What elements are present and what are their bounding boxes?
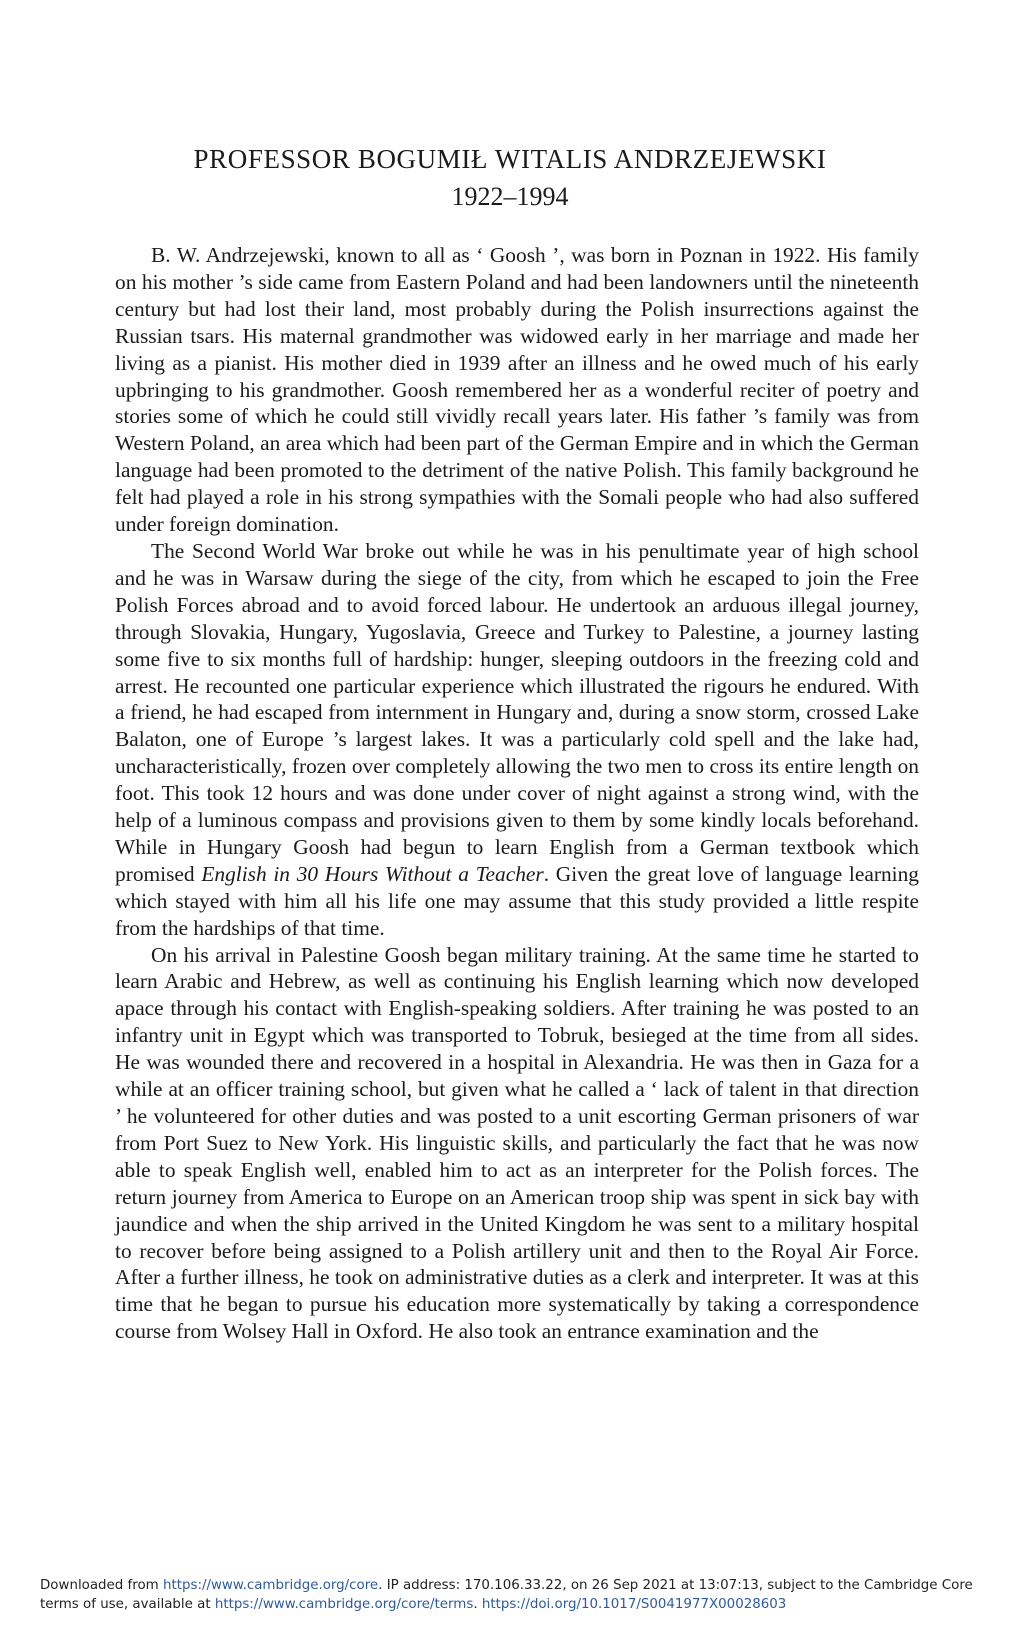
download-footer [40,1576,1000,1614]
paragraph-2 [115,538,919,942]
paragraph-2-text-before: The Second World War broke out while he was in his penultimate year of high school and he was in Warsaw during the siege of the city, from which he escaped to join the Free Polish Forces abroad and to avoid forced labour. He undertook an arduous illegal journey, through Slovakia, Hungary, Yugoslavia, Greece and Turkey to Palestine, a journey lasting some five to six months full of hardship: hunger, sleeping outdoors in the freezing cold and arrest. He recounted one particular experience which illustrated the rigours he endured. With a friend, he had escaped from internment in Hungary and, during a snow storm, crossed Lake Balaton, one of Europe ’s largest lakes. It was a particularly cold spell and the lake had, uncharacteristically, frozen over completely allowing the two men to cross its entire length on foot. This took 12 hours and was done under cover of night against a strong wind, with the help of a luminous compass and provisions given to them by some kindly locals beforehand. While in Hungary Goosh had begun to learn English from a German textbook which promised [115,538,919,886]
footer-prefix: Downloaded from [40,1578,163,1593]
footer-middle: . IP address: 170.106.33.22, on 26 Sep 2021 at 13:07:13, subject to the Cambridge Core terms of use, available at [40,1578,973,1612]
cambridge-core-link[interactable]: https://www.cambridge.org/core [162,1578,379,1593]
paragraph-1: B. W. Andrzejewski, known to all as ‘ Goosh ’, was born in Poznan in 1922. His family on his mother ’s side came from Eastern Poland and had been landowners until the nineteenth century but had lost their land, most probably during the Polish insurrections against the Russian tsars. His maternal grandmother was widowed early in her marriage and made her living as a pianist. His mother died in 1939 after an illness and he owed much of his early upbringing to his grandmother. Goosh remembered her as a wonderful reciter of poetry and stories some of which he could still vividly recall years later. His father ’s family was from Western Poland, an area which had been part of the German Empire and in which the German language had been promoted to the detriment of the native Polish. This family background he felt had played a role in his strong sympathies with the Somali people who had also suffered under foreign domination. [115,243,919,537]
article-title: PROFESSOR BOGUMIŁ WITALIS ANDRZEJEWSKI [193,144,827,174]
terms-link[interactable]: https://www.cambridge.org/core/terms [214,1597,474,1612]
article-body [115,242,919,1345]
title-block [0,140,1020,216]
paragraph-2-text-after: . Given the great love of language learning which stayed with him all his life one may assume that this study provided a little respite from the hardships of that time. [115,861,919,940]
life-dates: 1922–1994 [451,182,569,211]
footer-sep: . [473,1597,482,1612]
book-title: English in 30 Hours Without a Teacher [201,861,544,886]
doi-link[interactable]: https://doi.org/10.1017/S0041977X00028603 [481,1597,787,1612]
paragraph-3: On his arrival in Palestine Goosh began military training. At the same time he started to learn Arabic and Hebrew, as well as continuing his English learning which now developed apace through his contact with English-speaking soldiers. After training he was posted to an infantry unit in Egypt which was transported to Tobruk, besieged at the time from all sides. He was wounded there and recovered in a hospital in Alexandria. He was then in Gaza for a while at an officer training school, but given what he called a ‘ lack of talent in that direction ’ he volunteered for other duties and was posted to a unit escorting German prisoners of war from Port Suez to New York. His linguistic skills, and particularly the fact that he was now able to speak English well, enabled him to act as an interpreter for the Polish forces. The return journey from America to Europe on an American troop ship was spent in sick bay with jaundice and when the ship arrived in the United Kingdom he was sent to a military hospital to recover before being assigned to a Polish artillery unit and then to the Royal Air Force. After a further illness, he took on administrative duties as a clerk and interpreter. It was at this time that he began to pursue his education more systematically by taking a correspondence course from Wolsey Hall in Oxford. He also took an entrance examination and the [115,942,919,1344]
